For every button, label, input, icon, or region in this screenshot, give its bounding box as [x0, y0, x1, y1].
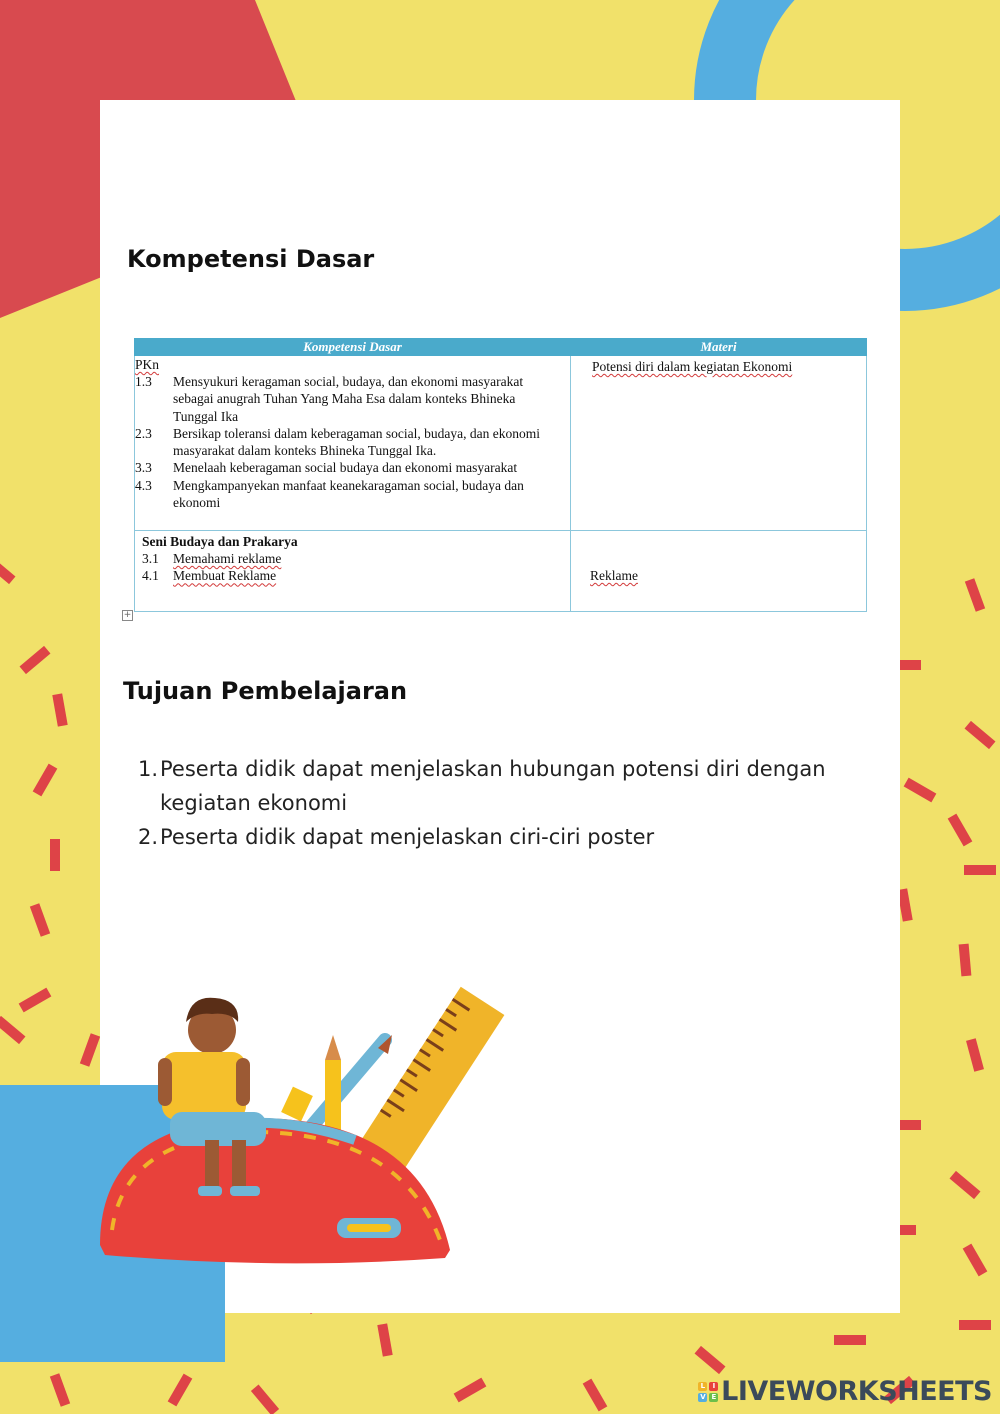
kd-item: 3.3 Menelaah keberagaman social budaya dan ekonomi masyarakat — [135, 460, 518, 476]
list-item: 2. Peserta didik dapat menjelaskan ciri-ciri poster — [138, 825, 655, 849]
kd-item: 4.3 Mengkampanyekan manfaat keanekaragaman social, budaya dan ekonomi — [135, 477, 524, 511]
tujuan-pembelajaran-heading: Tujuan Pembelajaran — [123, 677, 408, 705]
kd-item: 4.1 Membuat Reklame — [142, 568, 277, 584]
table-move-handle-icon[interactable]: + — [123, 610, 132, 620]
liveworksheets-logo[interactable] — [698, 1376, 992, 1407]
materi-cell — [571, 356, 867, 531]
kompetensi-dasar-heading: Kompetensi Dasar — [127, 245, 375, 273]
header-materi: Materi — [571, 339, 867, 356]
header-kompetensi: Kompetensi Dasar — [135, 339, 571, 356]
kd-item: 3.1 Memahami reklame — [142, 551, 282, 566]
logo-text: LIVEWORKSHEETS — [721, 1376, 992, 1407]
goal-list — [138, 752, 838, 854]
materi-text: Reklame — [590, 568, 638, 583]
subject-label: PKn — [135, 357, 160, 372]
kompetensi-table — [134, 338, 867, 612]
table-row — [135, 531, 867, 612]
kd-cell-pkn — [135, 356, 571, 531]
kd-item: 2.3 Bersikap toleransi dalam keberagaman social, budaya, dan ekonomi masyarakat dalam konteks Bhineka Tunggal Ika. — [135, 425, 540, 459]
logo-badge-icon: L I V E — [698, 1382, 718, 1402]
kd-cell-sbdp — [135, 531, 571, 612]
subject-label: Seni Budaya dan Prakarya — [142, 534, 298, 549]
kd-item: 1.3 Mensyukuri keragaman social, budaya, dan ekonomi masyarakat sebagai anugrah Tuhan Yang Maha Esa dalam konteks Bhineka Tunggal Ika — [135, 374, 524, 424]
materi-text: Potensi diri dalam kegiatan Ekonomi — [592, 359, 793, 374]
table-row — [135, 356, 867, 531]
table-header-row — [135, 339, 867, 356]
list-item: 1. Peserta didik dapat menjelaskan hubungan potensi diri dengan kegiatan ekonomi — [138, 757, 826, 815]
materi-cell — [571, 531, 867, 612]
